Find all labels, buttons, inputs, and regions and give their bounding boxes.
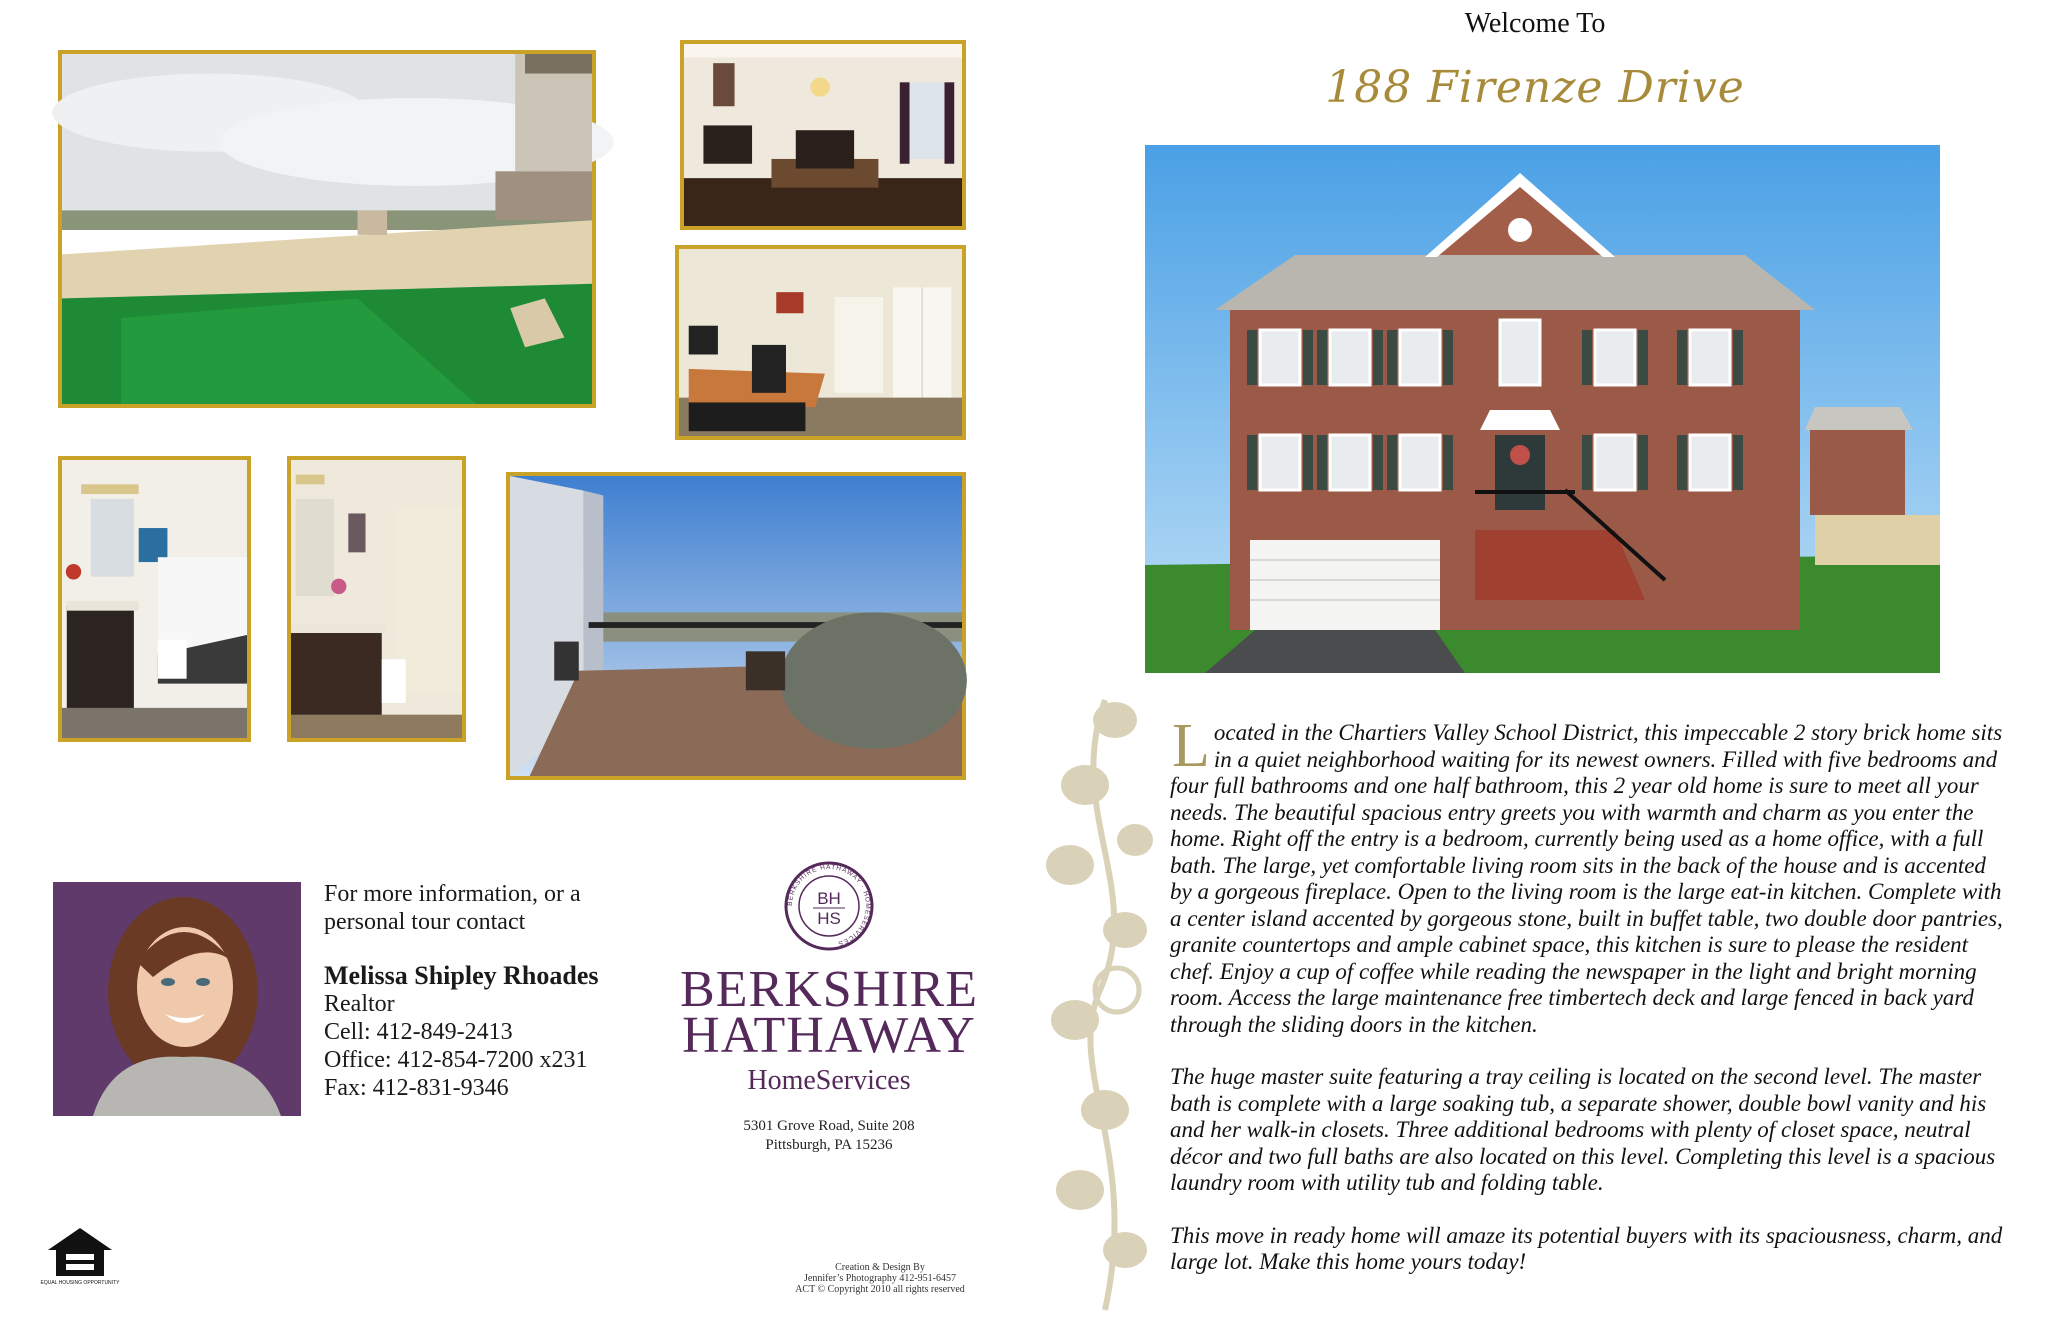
backyard-image (62, 54, 592, 404)
seal-top-text: BH (817, 889, 841, 908)
agent-office: Office: 412-854-7200 x231 (324, 1047, 588, 1073)
equal-housing-text: EQUAL HOUSING OPPORTUNITY (40, 1280, 120, 1286)
description-paragraph-2: The huge master suite featuring a tray ceiling is located on the second level. The master bath is complete with a large soaking tub, a separate shower, double bowl vanity and his and her walk-in closets. Three additional bedrooms with plenty of closet space, neutral décor and two full baths are also located on this level. Completing this level is a spacious laundry room with utility tub and folding table. (1170, 1064, 1996, 1195)
property-description (1170, 712, 2010, 1302)
property-address: 188 Firenze Drive (1325, 62, 1745, 113)
photo-home-office (675, 245, 966, 440)
photo-bathroom-2 (287, 456, 466, 742)
agent-title: Realtor (324, 991, 395, 1017)
brokerage-address-1: 5301 Grove Road, Suite 208 (743, 1118, 915, 1134)
bathroom1-image (62, 460, 247, 738)
description-paragraph-3: This move in ready home will amaze its potential buyers with its spaciousness, charm, and large lot. Make this home yours today! (1170, 1222, 2003, 1274)
photo-agent-portrait (53, 882, 301, 1116)
photo-dining-room (680, 40, 966, 230)
agent-image (53, 882, 301, 1116)
bhhs-seal-icon (783, 860, 875, 952)
photo-deck (506, 472, 966, 780)
brokerage-logo (664, 860, 994, 1155)
bathroom2-image (291, 460, 462, 738)
agent-cell: Cell: 412-849-2413 (324, 1019, 513, 1045)
design-credits (760, 1262, 1000, 1295)
deck-image (510, 476, 962, 776)
agent-fax: Fax: 412-831-9346 (324, 1075, 509, 1101)
photo-bathroom-1 (58, 456, 251, 742)
brand-line-3: HomeServices (747, 1065, 911, 1096)
credits-line-1: Creation & Design By (835, 1262, 925, 1273)
decorative-vine (1045, 690, 1160, 1320)
equal-housing-icon (40, 1226, 120, 1286)
seal-bottom-text: HS (817, 909, 841, 928)
photo-house-front (1145, 145, 1940, 673)
description-dropcap: L (1172, 712, 1210, 780)
description-paragraph-1 (1170, 712, 2010, 1038)
brokerage-address-2: Pittsburgh, PA 15236 (765, 1137, 893, 1153)
contact-intro: For more information, or a personal tour contact (324, 881, 581, 935)
credits-line-3: ACT © Copyright 2010 all rights reserved (795, 1284, 965, 1295)
credits-line-2: Jennifer’s Photography 412-951-6457 (803, 1273, 957, 1284)
dining-image (684, 44, 962, 226)
brand-line-1: BERKSHIRE (680, 961, 978, 1018)
welcome-heading: Welcome To (1464, 8, 1606, 39)
office-image (679, 249, 962, 436)
house-image (1145, 145, 1940, 673)
brand-line-2: HATHAWAY (682, 1007, 976, 1064)
contact-block (324, 880, 664, 1102)
agent-name: Melissa Shipley Rhoades (324, 961, 599, 990)
description-p1-text: ocated in the Chartiers Valley School District, this impeccable 2 story brick home sits in a quiet neighborhood waiting for its newest owners. Filled with five bedrooms and four full bathrooms and one half bathroom, this 2 year old home is sure to meet all your needs. The beautiful spacious entry greets you with warmth and charm as you enter the home. Right off the entry is a bedroom, currently being used as a home office, with a full bath. The large, yet comfortable living room sits in the back of the house and is accented by a gorgeous fireplace. Open to the living room is the large eat-in kitchen. Complete with a center island accented by gorgeous stone, built in buffet table, two double door pantries, granite countertops and ample cabinet space, this kitchen is sure to please the resident chef. Enjoy a cup of coffee while reading the newspaper in the light and bright morning room. Access the large maintenance free timbertech deck and large fenced in back yard through the sliding doors in the kitchen. (1170, 720, 2003, 1037)
seal-ring-text: BERKSHIRE HATHAWAY · HOMESERVICES (786, 863, 872, 947)
photo-backyard (58, 50, 596, 408)
